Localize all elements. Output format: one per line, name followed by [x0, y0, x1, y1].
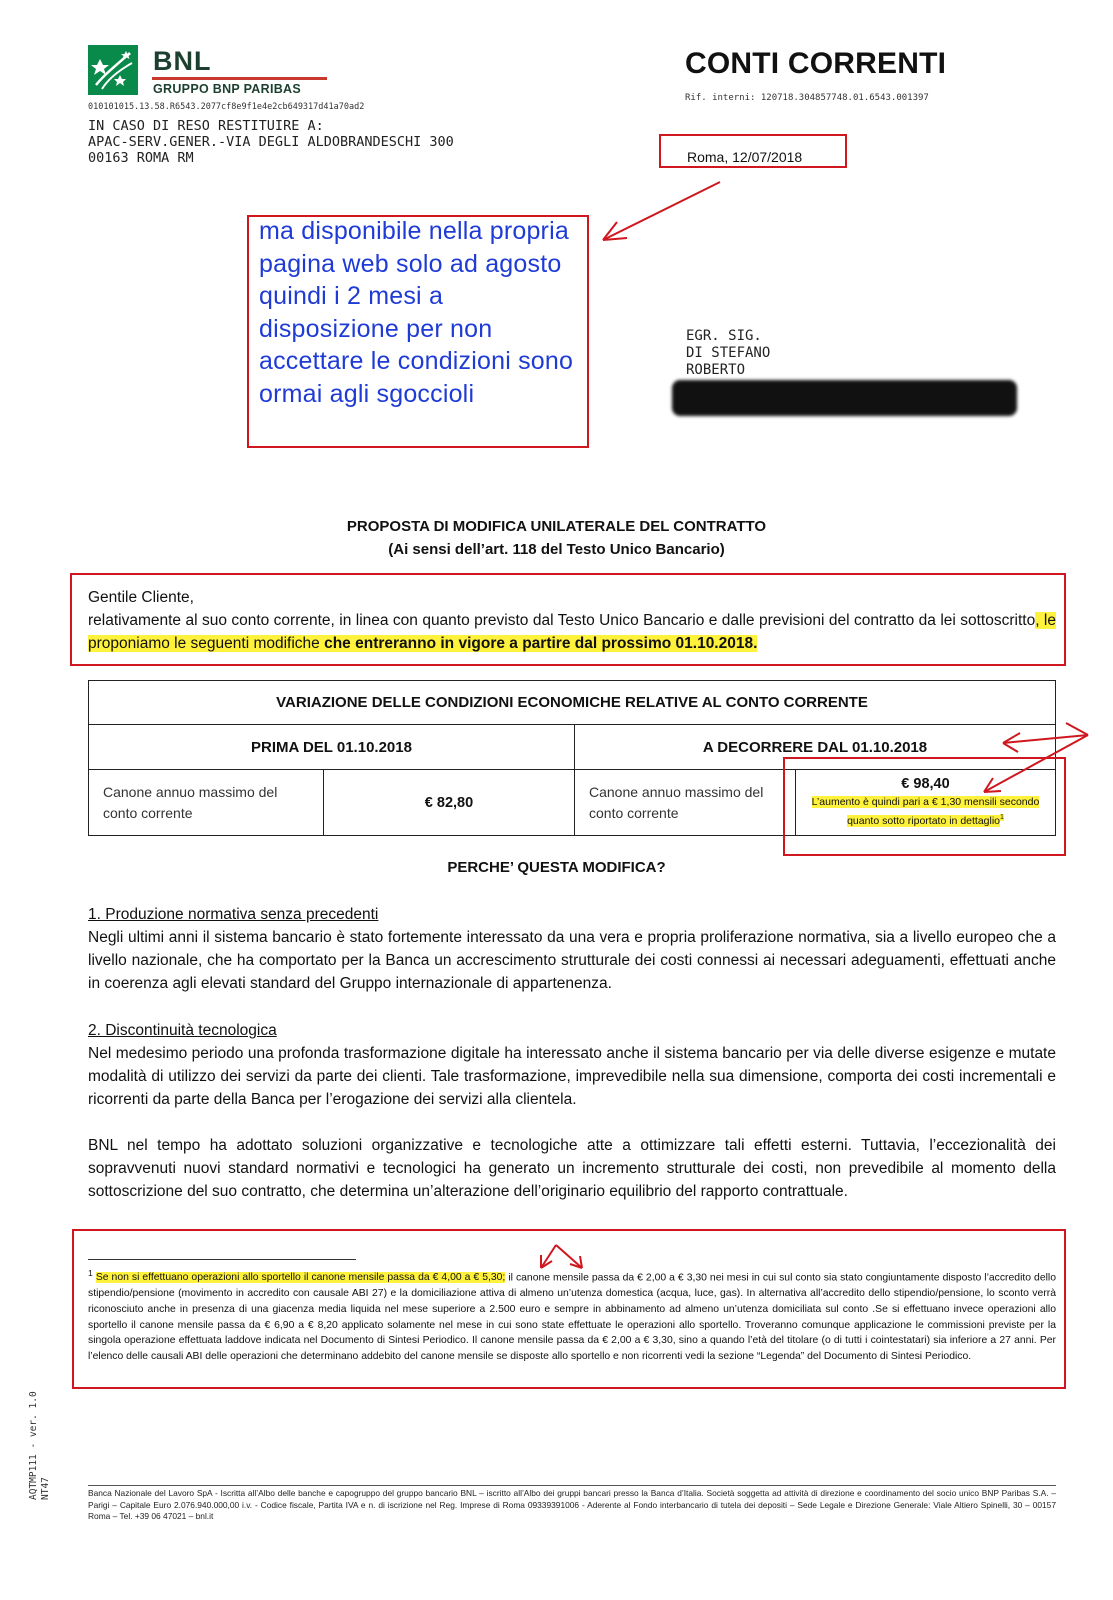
increase-note: L’aumento è quindi pari a € 1,30 mensili secondo quanto sotto riportato in dettaglio	[811, 796, 1040, 827]
footnote-highlight: Se non si effettuano operazioni allo sportello il canone mensile passa da € 4,00 a € 5,30;	[95, 1272, 506, 1284]
proposal-title: PROPOSTA DI MODIFICA UNILATERALE DEL CONTRATTO	[346, 518, 767, 535]
intro-text-b: , le proponiamo le seguenti modifiche	[88, 612, 1056, 652]
greeting: Gentile Cliente,	[88, 589, 194, 606]
note-ref: 1	[1000, 814, 1004, 822]
legal-divider	[88, 1485, 1056, 1486]
recipient-line-1: EGR. SIG.	[686, 328, 762, 344]
return-label: IN CASO DI RESO RESTITUIRE A:	[88, 118, 324, 134]
form-code-line-2: NT47	[40, 1477, 51, 1500]
document-date: Roma, 12/07/2018	[687, 149, 803, 165]
intro-effective-date: che entreranno in vigore a partire dal prossimo 01.10.2018	[324, 635, 754, 652]
intro-text-a: relativamente al suo conto corrente, in linea con quanto previsto dal Testo Unico Bancario e dalle previsioni del contratto da lei sottoscritto	[88, 612, 1036, 629]
bnl-logo-icon	[88, 45, 138, 95]
value-after: € 98,40	[901, 776, 950, 793]
legal-footer: Banca Nazionale del Lavoro SpA - Iscritta all’Albo delle banche e capogruppo del gruppo bancario BNL – iscritto all’Albo dei gruppi bancari presso la Banca d’Italia. Società soggetta ad attività di direzione e coordinamento del socio unico BNP Paribas S.A. – Parigi – Capitale Euro 2.076.940.000,00 i.v. - Codice fiscale, Partita IVA e n. di iscrizione nel Reg. Imprese di Roma 09339391006 - Aderente al Fondo interbancario di tutela dei depositi – Sede Legale e Direzione Generale: Viale Altiero Spinelli, 30 – 00157 Roma – Tel. +39 06 47021 – bnl.it	[88, 1488, 1056, 1521]
return-address-line-1: APAC-SERV.GENER.-VIA DEGLI ALDOBRANDESCHI 300	[88, 134, 454, 150]
arrow-date-icon	[603, 182, 720, 240]
section-1-title: 1. Produzione normativa senza precedenti	[88, 906, 379, 923]
why-heading: PERCHE’ QUESTA MODIFICA?	[447, 859, 666, 876]
intro-paragraph	[88, 586, 1056, 655]
document-code: 010101015.13.58.R6543.2077cf8e9f1e4e2cb649317d41a70ad2	[88, 102, 365, 112]
logo-brand: BNL	[153, 46, 212, 76]
return-address-line-2: 00163 ROMA RM	[88, 150, 194, 166]
annotation-text: ma disponibile nella propria pagina web solo ad agosto quindi i 2 mesi a disposizione per non accettare le condizioni sono ormai agli sgoccioli	[259, 217, 574, 408]
column-before: PRIMA DEL 01.10.2018	[89, 725, 575, 770]
section-3-text: BNL nel tempo ha adottato soluzioni organizzative e tecnologiche atte a ottimizzare tali effetti esterni. Tuttavia, l’eccezionalità dei sopravvenuti nuovi standard normativi e tecnologici ha generato un incremento strutturale dei costi, non prevedibile al momento della sottoscrizione del suo contratto, che determina un’alterazione dell’originario equilibrio del rapporto contrattuale.	[88, 1137, 1056, 1200]
row-label-before: Canone annuo massimo del conto corrente	[89, 770, 324, 836]
recipient-line-3: ROBERTO	[686, 362, 746, 378]
redacted-address	[672, 380, 1017, 416]
logo-divider	[152, 77, 327, 80]
price-highlight-box	[783, 757, 1066, 856]
logo-group-name: GRUPPO BNP PARIBAS	[153, 82, 302, 96]
column-after: A DECORRERE DAL 01.10.2018	[575, 725, 1056, 770]
section-2-title: 2. Discontinuità tecnologica	[88, 1022, 277, 1039]
row-label-after: Canone annuo massimo del conto corrente	[575, 770, 796, 836]
recipient-address	[686, 328, 770, 379]
footnote-divider	[88, 1259, 356, 1260]
return-address	[88, 118, 454, 166]
form-code-line-1: AQTMP111 - ver. 1.0	[28, 1391, 39, 1500]
table-title: VARIAZIONE DELLE CONDIZIONI ECONOMICHE RELATIVE AL CONTO CORRENTE	[89, 681, 1056, 725]
section-1-text: Negli ultimi anni il sistema bancario è stato fortemente interessato da una vera e propria proliferazione normativa, sia a livello europeo che a livello nazionale, che ha comportato per la Banca un accrescimento strutturale dei costi connessi ai necessari adeguamenti, effettuati anche in coerenza agli elevati standard del Gruppo internazionale di appartenenza.	[88, 929, 1056, 992]
reference-number: Rif. interni: 120718.304857748.01.6543.001397	[685, 93, 929, 103]
intro-text-d: .	[753, 635, 758, 652]
footnote-number: 1	[88, 1268, 93, 1278]
recipient-line-2: DI STEFANO	[686, 345, 771, 361]
value-before: € 82,80	[324, 770, 575, 836]
document-title: CONTI CORRENTI	[685, 47, 947, 80]
proposal-subtitle: (Ai sensi dell’art. 118 del Testo Unico Bancario)	[388, 541, 725, 558]
section-2-text: Nel medesimo periodo una profonda trasformazione digitale ha interessato anche il sistema bancario per via delle diverse esigenze e mutate modalità di utilizzo dei servizi da parte dei clienti. Tale trasformazione, imprevedibile nella sua dimensione, comporta dei costi incrementali e ricorrenti da parte della Banca per l’erogazione dei servizi alla clientela.	[88, 1045, 1056, 1108]
form-code	[28, 1391, 52, 1500]
footnote	[88, 1266, 1056, 1365]
footnote-text: il canone mensile passa da € 2,00 a € 3,30 nei mesi in cui sul conto sia stato congiuntamente disposto l’accredito dello stipendio/pensione (movimento in accredito con causale ABI 27) e la domiciliazione attiva di almeno un’utenza domestica (acqua, luce, gas). In alternativa all’accredito dello stipendio/pensione, lo sconto verrà riconosciuto anche in presenza di una giacenza media liquida nel mese superiore a 2.500 euro e sempre in abbinamento ad almeno un’utenza domiciliata sul conto .Se si effettuano invece operazioni allo sportello il canone mensile passa da € 6,90 a € 8,20 applicato solamente nel mese in cui sono state effettuate le operazioni allo sportello. Troveranno comunque applicazione le commissioni previste per la singola operazione effettuata laddove indicata nel Documento di Sintesi Periodico. Il canone mensile passa da € 2,00 a € 3,30, sino a quando l’età del titolare (o di tutti i cointestatari) sia inferiore a 27 anni. Per l’elenco delle causali ABI delle operazioni che determinano addebito del canone mensile se disposte allo sportello e non ricorrenti vedi la sezione “Legenda” del Documento di Sintesi Periodico.	[88, 1272, 1057, 1362]
